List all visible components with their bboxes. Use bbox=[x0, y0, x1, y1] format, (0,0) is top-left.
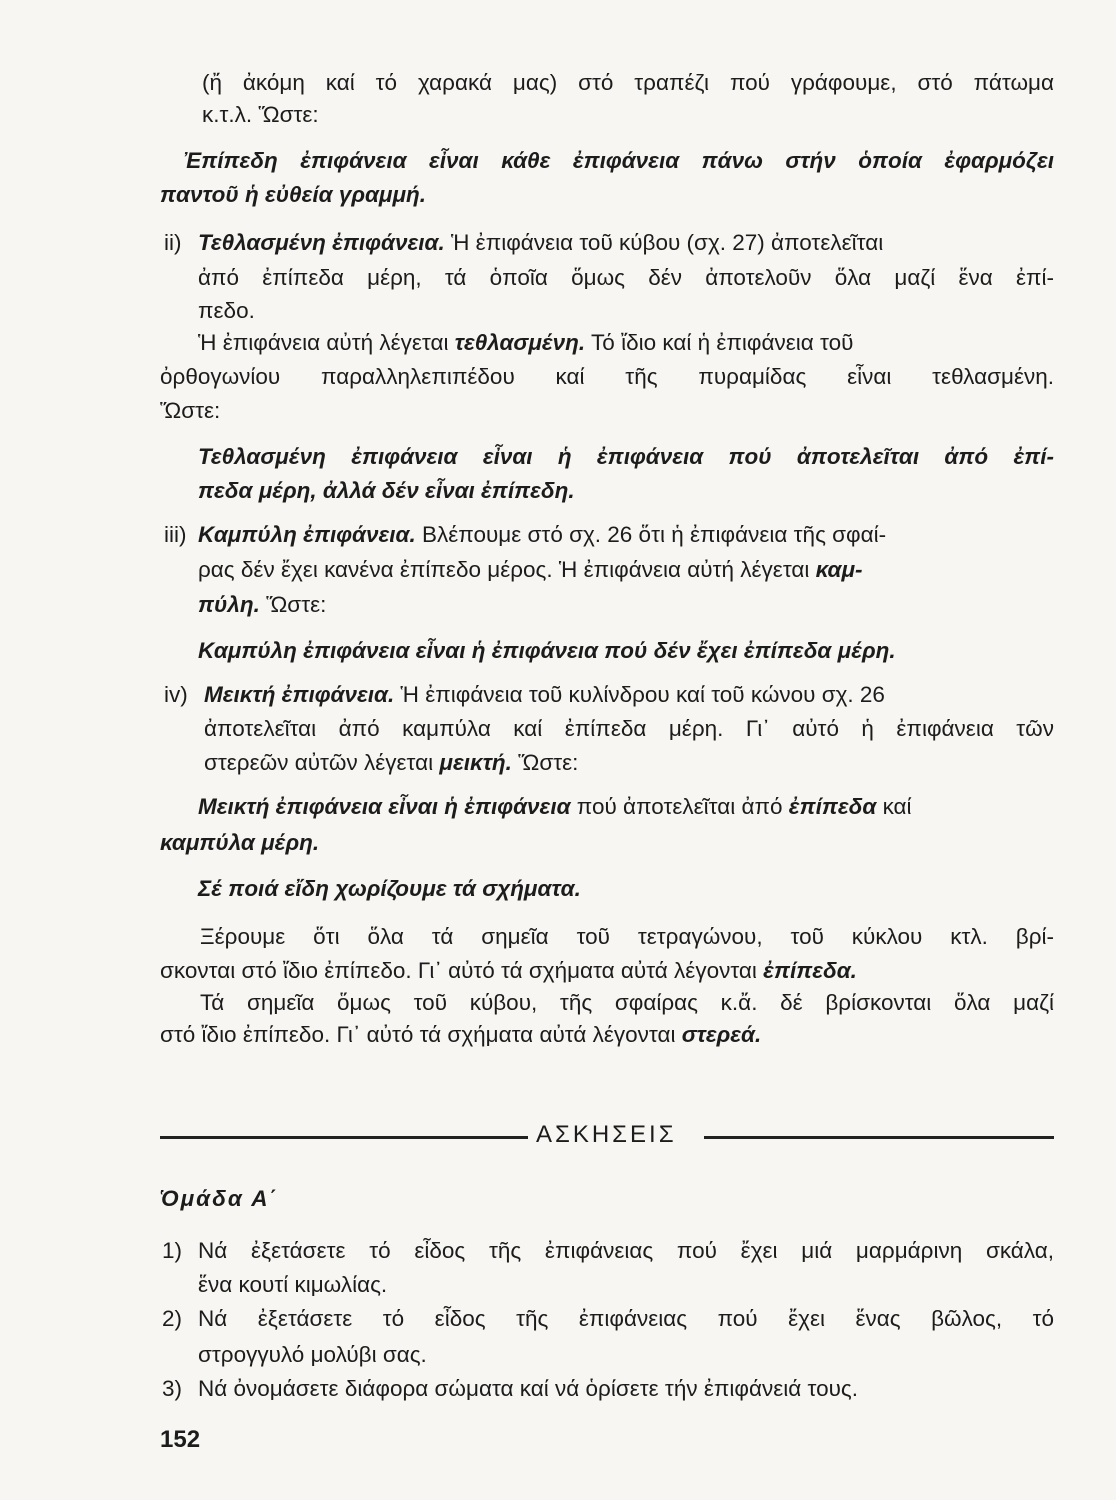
section-p1-line-1: Ξέρουμε ὅτι ὅλα τά σημεῖα τοῦ τετραγώνου, τοῦ κύκλου κτλ. βρί- bbox=[200, 924, 1054, 949]
item-iv-line-2: ἀποτελεῖται ἀπό καμπύλα καί ἐπίπεδα μέρη. Γι᾽ αὐτό ἡ ἐπιφάνεια τῶν bbox=[204, 716, 1054, 741]
item-ii-p2-line-2: ὀρθογωνίου παραλληλεπιπέδου καί τῆς πυραμίδας εἶναι τεθλασμένη. bbox=[160, 364, 1054, 389]
section-p2-line-2 bbox=[160, 1020, 761, 1050]
section-p2-term: στερεά. bbox=[681, 1022, 762, 1047]
item-iv-line-3-term: μεικτή. bbox=[439, 750, 512, 775]
item-iv-line-3-end: Ὥστε: bbox=[511, 750, 579, 775]
intro-line-1: (ἤ ἀκόμη καί τό χαρακά μας) στό τραπέζι πού γράφουμε, στό πάτωμα bbox=[202, 70, 1054, 95]
exercise-2-number: 2) bbox=[162, 1306, 183, 1331]
exercise-1-number: 1) bbox=[162, 1238, 183, 1263]
section-p2-line-2-text: στό ἴδιο ἐπίπεδο. Γι᾽ αὐτό τά σχήματα αὐτά λέγονται bbox=[160, 1022, 682, 1047]
item-iii-line-3-text: Ὥστε: bbox=[259, 592, 327, 617]
definition-plane-line-1: Ἐπίπεδη ἐπιφάνεια εἶναι κάθε ἐπιφάνεια πάνω στήν ὁποία ἐφαρμόζει bbox=[184, 148, 1054, 173]
exercise-1-line-2: ἕνα κουτί κιμωλίας. bbox=[198, 1272, 388, 1297]
item-iv-number: iv) bbox=[164, 682, 188, 707]
item-iv-text: Ἡ ἐπιφάνεια τοῦ κυλίνδρου καί τοῦ κώνου σχ. 26 bbox=[394, 682, 885, 707]
definition-mixed-c: ἐπίπεδα bbox=[788, 794, 877, 819]
term-curved-surface: Καμπύλη ἐπιφάνεια. bbox=[198, 522, 416, 547]
item-iv-first-line bbox=[204, 680, 885, 710]
item-iii-line-3 bbox=[198, 590, 326, 620]
item-ii-p2-term: τεθλασμένη. bbox=[454, 330, 586, 355]
term-mixed-surface: Μεικτή ἐπιφάνεια. bbox=[204, 682, 395, 707]
definition-plane-line-2: παντοῦ ἡ εὐθεία γραμμή. bbox=[160, 182, 427, 207]
page-number: 152 bbox=[160, 1426, 201, 1453]
exercise-3-number: 3) bbox=[162, 1376, 183, 1401]
item-ii-p2-line-3: Ὥστε: bbox=[160, 398, 221, 423]
section-p1-line-2-text: σκονται στό ἴδιο ἐπίπεδο. Γι᾽ αὐτό τά σχήματα αὐτά λέγονται bbox=[160, 958, 764, 983]
item-iii-line-2 bbox=[198, 555, 1054, 585]
exercise-3-line-1: Νά ὀνομάσετε διάφορα σώματα καί νά ὁρίσετε τήν ἐπιφάνειά τους. bbox=[198, 1376, 859, 1401]
exercise-group-title: Ὁμάδα Α΄ bbox=[160, 1186, 279, 1211]
term-broken-surface: Τεθλασμένη ἐπιφάνεια. bbox=[198, 230, 445, 255]
item-ii-p2-a: Ἡ ἐπιφάνεια αὐτή λέγεται bbox=[198, 330, 455, 355]
item-iii-number: iii) bbox=[164, 522, 187, 547]
section-p1-line-2 bbox=[160, 956, 857, 986]
definition-mixed-d: καί bbox=[876, 794, 912, 819]
item-iv-line-3 bbox=[204, 748, 578, 778]
definition-broken-line-2: πεδα μέρη, ἀλλά δέν εἶναι ἐπίπεδη. bbox=[198, 478, 575, 503]
exercise-2-line-1: Νά ἐξετάσετε τό εἶδος τῆς ἐπιφάνειας πού ἔχει ἕνας βῶλος, τό bbox=[198, 1306, 1054, 1331]
item-ii-line-3: πεδο. bbox=[198, 298, 255, 323]
definition-mixed-line-2: καμπύλα μέρη. bbox=[160, 830, 320, 855]
item-ii-paragraph-2 bbox=[198, 328, 1054, 358]
exercise-1-line-1: Νά ἐξετάσετε τό εἶδος τῆς ἐπιφάνειας πού ἔχει μιά μαρμάρινη σκάλα, bbox=[198, 1238, 1054, 1263]
item-ii-line-2: ἀπό ἐπίπεδα μέρη, τά ὁποῖα ὅμως δέν ἀποτελοῦν ὅλα μαζί ἕνα ἐπί- bbox=[198, 265, 1054, 290]
section-p2-line-1: Τά σημεῖα ὅμως τοῦ κύβου, τῆς σφαίρας κ.ἄ. δέ βρίσκονται ὅλα μαζί bbox=[200, 990, 1054, 1015]
item-iii-line-3-term: πύλη. bbox=[198, 592, 260, 617]
definition-mixed-line-1 bbox=[198, 792, 912, 822]
item-ii-p2-c: Τό ἴδιο καί ἡ ἐπιφάνεια τοῦ bbox=[585, 330, 854, 355]
section-p1-term: ἐπίπεδα. bbox=[763, 958, 857, 983]
exercise-2-line-2: στρογγυλό μολύβι σας. bbox=[198, 1342, 427, 1367]
definition-mixed-a: Μεικτή ἐπιφάνεια εἶναι ἡ ἐπιφάνεια bbox=[198, 794, 571, 819]
item-ii-text: Ἡ ἐπιφάνεια τοῦ κύβου (σχ. 27) ἀποτελεῖται bbox=[450, 230, 884, 255]
item-iii-first-line bbox=[198, 520, 886, 550]
definition-mixed-b: πού ἀποτελεῖται ἀπό bbox=[570, 794, 789, 819]
item-iii-line-2-text: ρας δέν ἔχει κανένα ἐπίπεδο μέρος. Ἡ ἐπιφάνεια αὐτή λέγεται bbox=[198, 557, 816, 582]
exercises-title: ΑΣΚΗΣΕΙΣ bbox=[536, 1121, 677, 1148]
definition-curved: Καμπύλη ἐπιφάνεια εἶναι ἡ ἐπιφάνεια πού δέν ἔχει ἐπίπεδα μέρη. bbox=[198, 638, 896, 663]
item-iv-line-3-text: στερεῶν αὐτῶν λέγεται bbox=[204, 750, 440, 775]
exercises-rule-left bbox=[160, 1136, 528, 1139]
section-heading: Σέ ποιά εἴδη χωρίζουμε τά σχήματα. bbox=[198, 876, 581, 901]
definition-broken-line-1: Τεθλασμένη ἐπιφάνεια εἶναι ἡ ἐπιφάνεια πού ἀποτελεῖται ἀπό ἐπί- bbox=[198, 444, 1054, 469]
item-ii-first-line bbox=[198, 228, 1054, 258]
item-iii-line-2-term: καμ- bbox=[815, 557, 863, 582]
exercises-rule-right bbox=[704, 1136, 1054, 1139]
item-iii-text: Βλέπουμε στό σχ. 26 ὅτι ἡ ἐπιφάνεια τῆς σφαί- bbox=[415, 522, 887, 547]
intro-line-2: κ.τ.λ. Ὥστε: bbox=[202, 102, 319, 127]
item-ii-number: ii) bbox=[164, 230, 182, 255]
